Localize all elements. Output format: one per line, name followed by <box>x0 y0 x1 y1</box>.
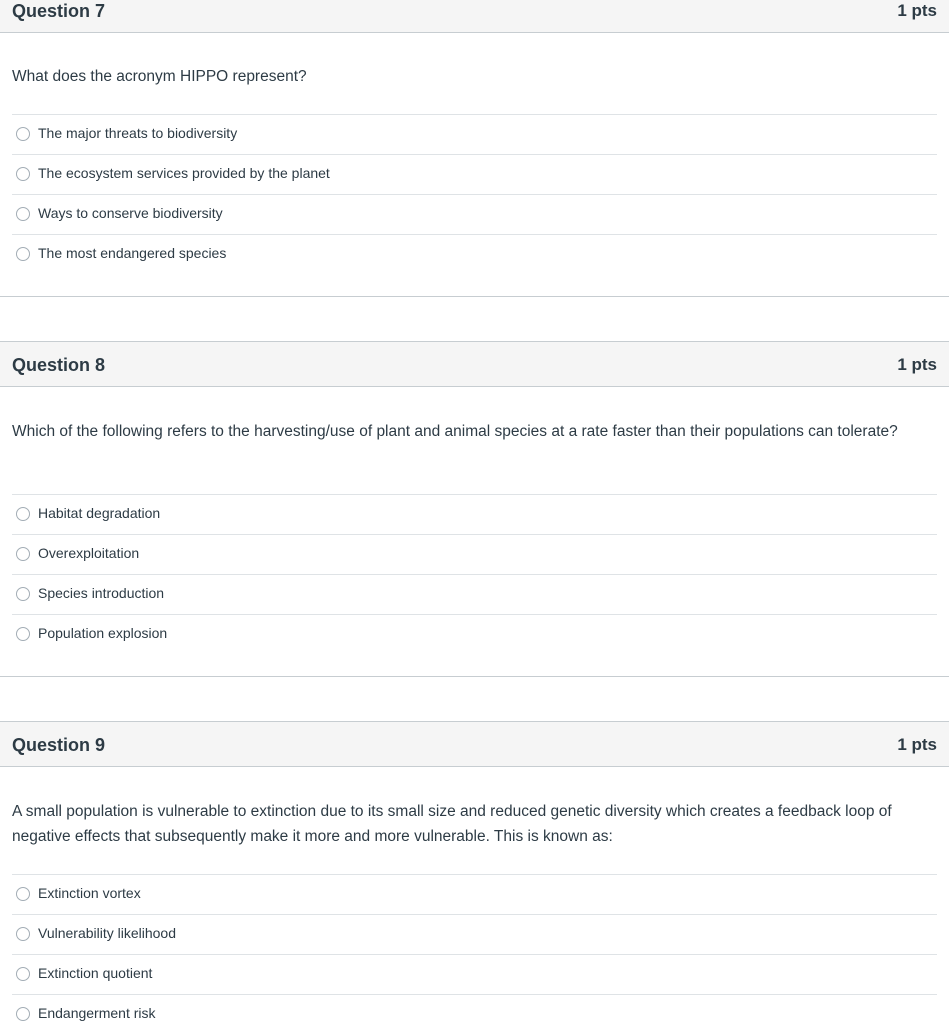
question-9 <box>0 721 949 1024</box>
answer-list <box>12 874 937 1034</box>
radio-button[interactable] <box>16 547 30 561</box>
answer-option[interactable] <box>12 234 937 274</box>
answer-option[interactable] <box>12 914 937 954</box>
radio-button[interactable] <box>16 127 30 141</box>
question-points: 1 pts <box>897 1 937 20</box>
question-points: 1 pts <box>897 355 937 374</box>
answer-label[interactable]: Ways to conserve biodiversity <box>38 205 223 221</box>
radio-button[interactable] <box>16 927 30 941</box>
radio-button[interactable] <box>16 587 30 601</box>
answer-label[interactable]: Endangerment risk <box>38 1005 156 1021</box>
answer-option[interactable] <box>12 534 937 574</box>
radio-button[interactable] <box>16 1007 30 1021</box>
answer-label[interactable]: Vulnerability likelihood <box>38 925 177 941</box>
answer-option[interactable] <box>12 614 937 654</box>
answer-option[interactable] <box>12 154 937 194</box>
question-header <box>0 0 949 33</box>
question-header <box>0 721 949 767</box>
answer-option[interactable] <box>12 194 937 234</box>
question-7 <box>0 0 949 297</box>
question-8 <box>0 341 949 677</box>
question-points: 1 pts <box>897 735 937 754</box>
answer-label[interactable]: The ecosystem services provided by the planet <box>38 165 330 181</box>
answer-label[interactable]: Extinction vortex <box>38 885 141 901</box>
answer-label[interactable]: Extinction quotient <box>38 965 153 981</box>
question-text: What does the acronym HIPPO represent? <box>12 68 307 85</box>
radio-button[interactable] <box>16 967 30 981</box>
answer-label[interactable]: The major threats to biodiversity <box>38 125 238 141</box>
answer-option[interactable] <box>12 114 937 154</box>
answer-option[interactable] <box>12 874 937 914</box>
answer-label[interactable]: The most endangered species <box>38 245 227 261</box>
question-title: Question 7 <box>12 1 106 21</box>
answer-label[interactable]: Overexploitation <box>38 545 140 561</box>
radio-button[interactable] <box>16 247 30 261</box>
radio-button[interactable] <box>16 627 30 641</box>
question-text: Which of the following refers to the harvesting/use of plant and animal species at a rate faster than their populations can tolerate? <box>12 423 898 440</box>
question-title: Question 9 <box>12 735 106 755</box>
question-text: A small population is vulnerable to extinction due to its small size and reduced genetic diversity which creates a feedback loop of negative effects that subsequently make it more and more vulnerable. This is known as: <box>12 803 892 845</box>
answer-option[interactable] <box>12 954 937 994</box>
question-title: Question 8 <box>12 355 106 375</box>
radio-button[interactable] <box>16 207 30 221</box>
radio-button[interactable] <box>16 167 30 181</box>
question-header <box>0 341 949 387</box>
radio-button[interactable] <box>16 887 30 901</box>
answer-option[interactable] <box>12 494 937 534</box>
radio-button[interactable] <box>16 507 30 521</box>
answer-label[interactable]: Habitat degradation <box>38 505 161 521</box>
answer-list <box>12 114 937 274</box>
answer-list <box>12 494 937 654</box>
answer-option[interactable] <box>12 574 937 614</box>
answer-label[interactable]: Population explosion <box>38 625 168 641</box>
answer-label[interactable]: Species introduction <box>38 585 165 601</box>
answer-option[interactable] <box>12 994 937 1034</box>
